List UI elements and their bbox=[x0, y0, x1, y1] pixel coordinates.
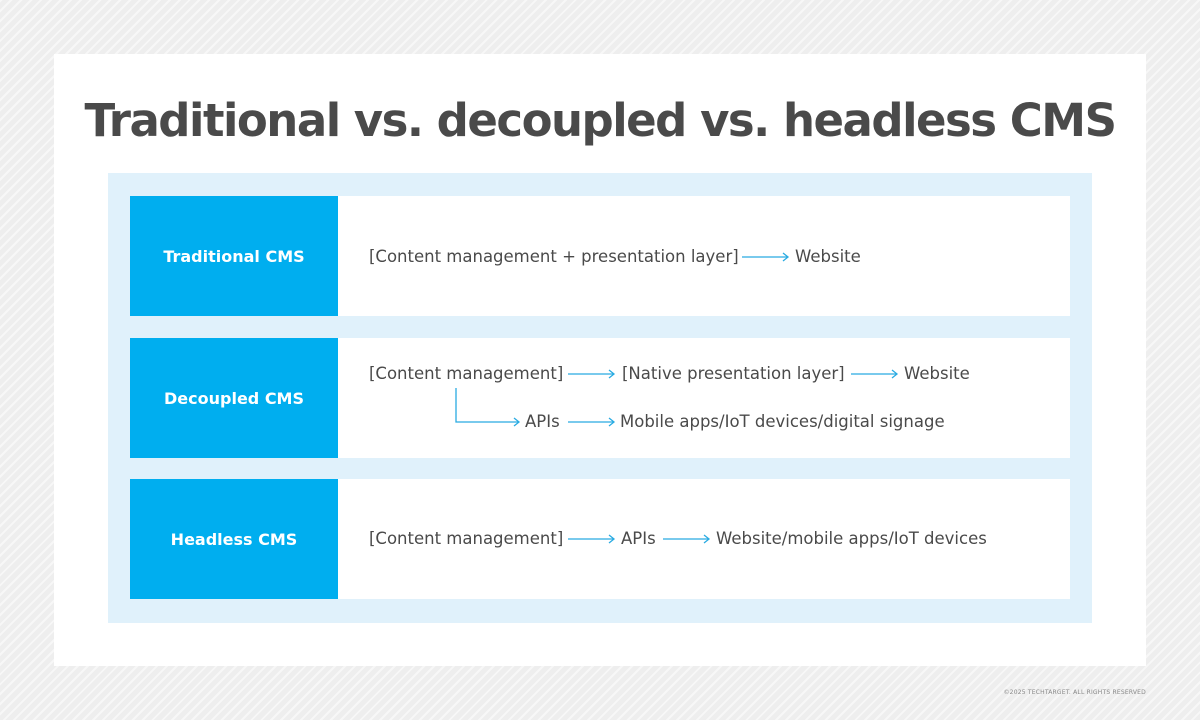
row-label-headless: Headless CMS bbox=[130, 479, 338, 599]
diagram-title: Traditional vs. decoupled vs. headless CMS bbox=[84, 94, 1116, 147]
row-label-decoupled: Decoupled CMS bbox=[130, 338, 338, 458]
decoupled-branch-connector bbox=[455, 388, 521, 428]
decoupled-branch-mobile-iot-signage: Mobile apps/IoT devices/digital signage bbox=[620, 412, 945, 431]
headless-step-website-mobile-iot: Website/mobile apps/IoT devices bbox=[716, 529, 987, 548]
headless-arrow-2 bbox=[663, 534, 711, 544]
decoupled-step-content: [Content management] bbox=[369, 364, 564, 383]
decoupled-arrow-3 bbox=[568, 417, 616, 427]
decoupled-arrow-2 bbox=[851, 369, 899, 379]
row-label-traditional: Traditional CMS bbox=[130, 196, 338, 316]
copyright-notice: ©2025 TECHTARGET. ALL RIGHTS RESERVED bbox=[1003, 689, 1146, 696]
decoupled-step-website: Website bbox=[904, 364, 970, 383]
row-decoupled bbox=[130, 338, 1070, 458]
headless-step-content: [Content management] bbox=[369, 529, 564, 548]
headless-step-apis: APIs bbox=[621, 529, 656, 548]
decoupled-step-native-presentation: [Native presentation layer] bbox=[622, 364, 845, 383]
traditional-step-website: Website bbox=[795, 247, 861, 266]
decoupled-branch-apis: APIs bbox=[525, 412, 560, 431]
traditional-arrow-1 bbox=[742, 252, 790, 262]
traditional-step-content-presentation: [Content management + presentation layer] bbox=[369, 247, 739, 266]
decoupled-arrow-1 bbox=[568, 369, 616, 379]
headless-arrow-1 bbox=[568, 534, 616, 544]
